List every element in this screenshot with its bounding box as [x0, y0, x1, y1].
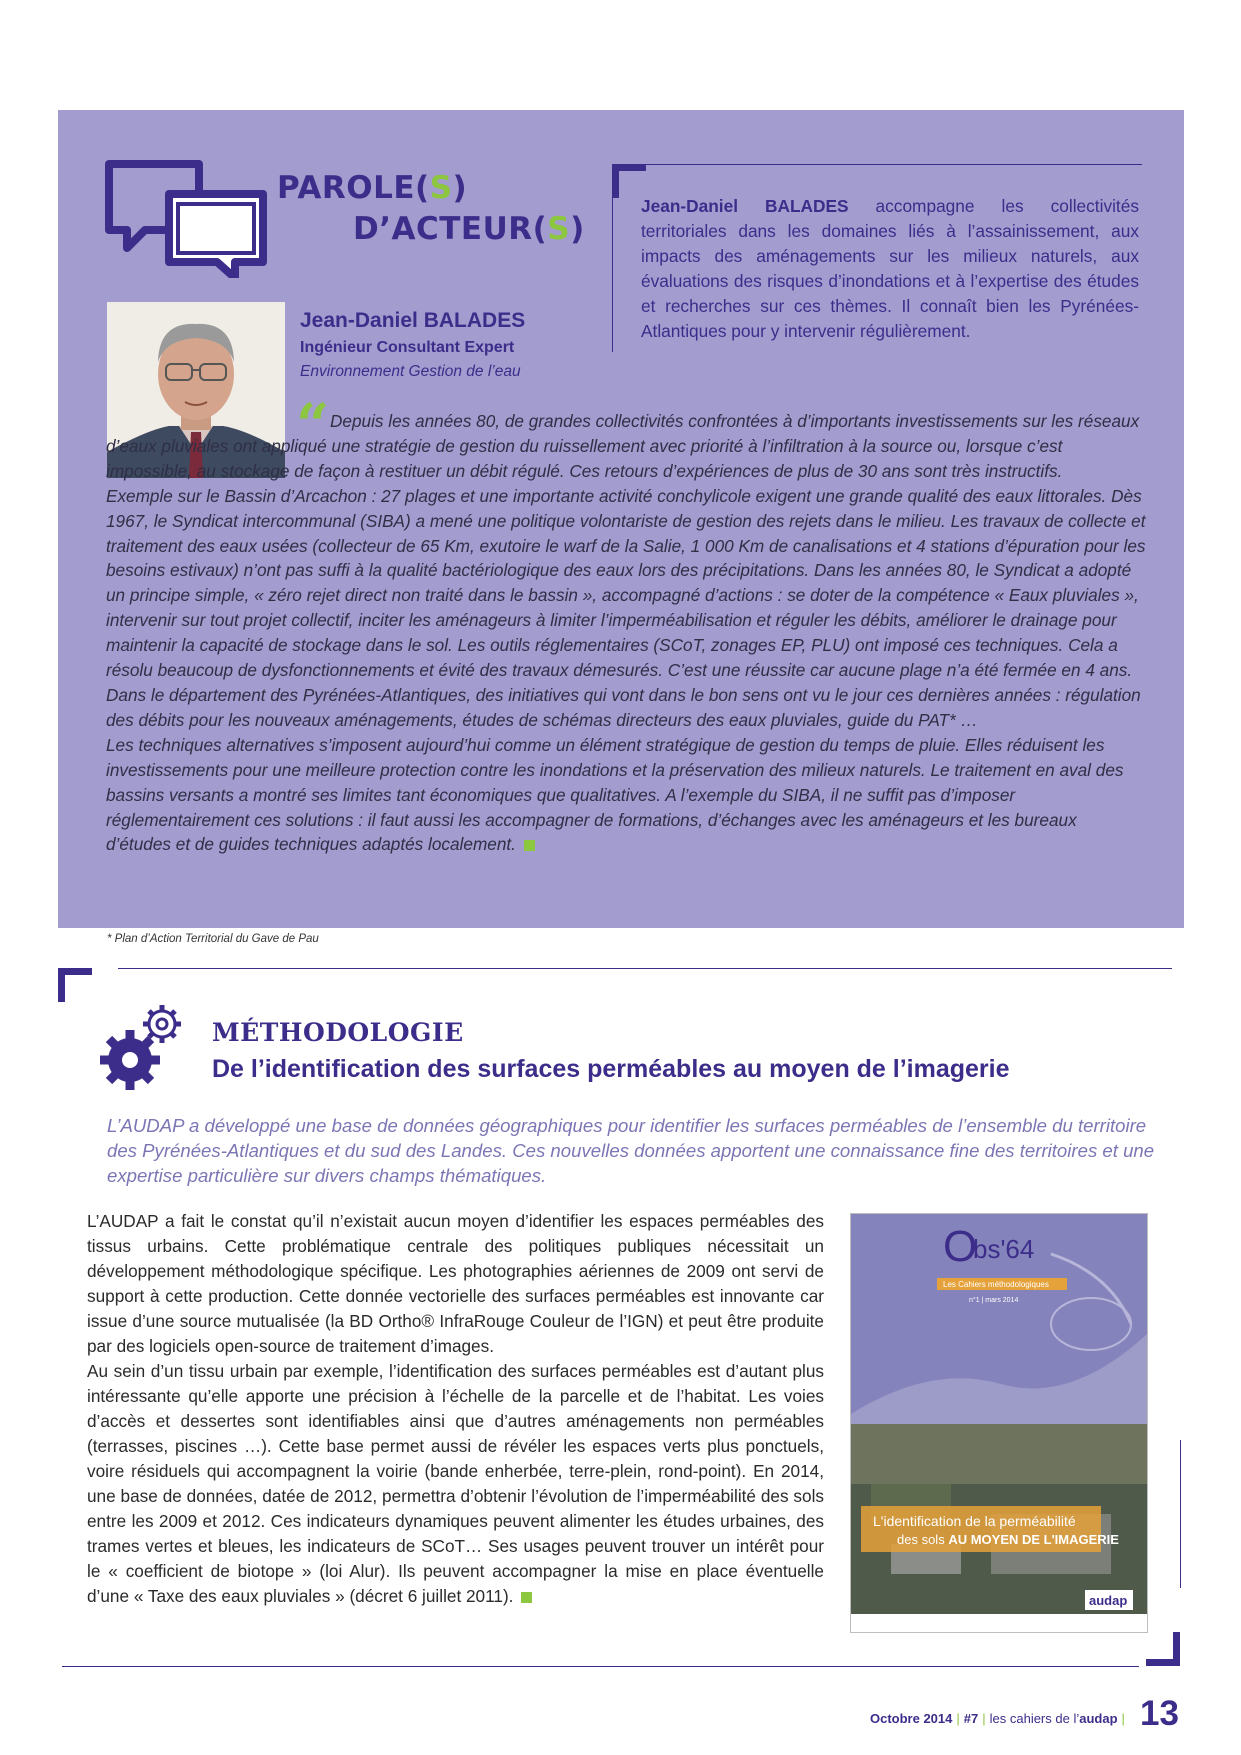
corner-bracket — [1146, 1632, 1180, 1666]
corner-bracket — [612, 164, 646, 198]
cover-brand-o: O — [943, 1222, 978, 1271]
divider — [640, 164, 1142, 165]
end-mark — [521, 1592, 532, 1603]
section-title: MÉTHODOLOGIE — [212, 1018, 464, 1047]
intro-paragraph: Jean-Daniel BALADES accompagne les collectivités territoriales dans les domaines liés à l’assainissement, aux impacts des aménagements sur les milieux naturels, aux évaluations des risques d’inondations et à l’expertise des études et recherches sur ces thèmes. Il connaît bien les Pyrénées-Atlantiques pour y intervenir régulièrement. — [641, 196, 1139, 341]
person-organization: Environnement Gestion de l’eau — [300, 363, 521, 380]
page-footer: Octobre 2014 | #7 | les cahiers de l’audap | — [870, 1711, 1125, 1726]
section-subtitle: De l’identification des surfaces perméables au moyen de l’imagerie — [212, 1055, 1010, 1083]
cover-issue: n°1 | mars 2014 — [969, 1297, 1019, 1304]
quote-text — [106, 409, 1146, 857]
corner-bracket — [58, 968, 92, 1002]
divider — [118, 968, 1172, 969]
title-line-1: PAROLE(S) — [277, 170, 468, 206]
quote-mark: “ — [296, 391, 330, 459]
quote-paragraph: Depuis les années 80, de grandes collectivités confrontées à d’importants investissements sur les réseaux d’eaux pluviales ont appliqué une stratégie de gestion du ruissellement avec priorité à l’infiltration à la source ou, lorsque c’est impossible, au stockage de façon à restituer un débit régulé. Ces retours d’expériences de plus de 30 ans sont très instructifs. — [106, 411, 1140, 481]
page-number: 13 — [1140, 1694, 1179, 1733]
publication-cover-image — [850, 1213, 1148, 1633]
lead-paragraph: L’AUDAP a développé une base de données géographiques pour identifier les surfaces perméables de l’ensemble du territoire des Pyrénées-Atlantiques et du sud des Landes. Ces nouvelles données apportent une connaissance fine des territoires et une expertise particulière sur divers champs thématiques. — [107, 1115, 1155, 1186]
footer-date: Octobre 2014 — [870, 1711, 953, 1726]
body-paragraph: Au sein d’un tissu urbain par exemple, l’identification des surfaces perméables est d’autant plus intéressante qu’elle apporte une précision à l’échelle de la parcelle et de l’habitat. Les voies d’accès et dessertes sont identifiables ainsi que d’autres aménagements non perméables (terrasses, piscines …). Cette base permet aussi de révéler les espaces verts plus ponctuels, voire résiduels qui accompagnent la voirie (bande enherbée, terre-plein, rond-point). En 2014, une base de données, datée de 2012, permettra d’obtenir l’évolution de l’imperméabilité des sols entre les 2009 et 2012. Ces indicateurs dynamiques peuvent alimenter les études urbaines, des trames vertes et bleues, les indicateurs de SCoT… Ses usages peuvent trouver un intérêt pour le « coefficient de biotope » (loi Alur). Ils peuvent accompagner la mise en place éventuelle d’une « Taxe des eaux pluviales » (décret 6 juillet 2011). — [87, 1361, 824, 1606]
footer-magazine: audap — [1079, 1711, 1118, 1726]
cover-banner-line-1: L'identification de la perméabilité — [873, 1513, 1076, 1529]
quote-paragraph: Exemple sur le Bassin d’Arcachon : 27 plages et une importante activité conchylicole exigent une grande qualité des eaux littorales. Dès 1967, le Syndicat intercommunal (SIBA) a mené une politique volontariste de gestion des rejets dans le milieu. Les travaux de collecte et traitement des eaux usées (collecteur de 65 Km, exutoire le warf de la Salie, 1 000 Km de canalisations et 4 stations d’épuration pour les besoins estivaux) n’ont pas suffi à la qualité bactériologique des eaux lors des précipitations. Dans les années 80, le Syndicat a adopté un principe simple, « zéro rejet direct non traité dans le bassin », accompagné d’actions : se doter de la compétence « Eaux pluviales », intervenir sur tout projet collectif, inciter les aménageurs à limiter l’imperméabilisation et réguler les débits, améliorer le drainage pour maintenir la capacité de stockage dans le sol. Les outils réglementaires (SCoT, zonages EP, PLU) ont imposé ces techniques. Cela a résolu beaucoup de dysfonctionnements et évité des travaux démesurés. C’est une réussite car aucune plage n’a été fermée en 4 ans. — [106, 485, 1146, 681]
divider — [62, 1666, 1139, 1667]
body-text — [87, 1209, 824, 1609]
footnote: * Plan d’Action Territorial du Gave de Pau — [107, 933, 319, 945]
cover-brand: bs'64 — [973, 1234, 1035, 1264]
quote-paragraph: Dans le département des Pyrénées-Atlantiques, des initiatives qui vont dans le bon sens ont vu le jour ces dernières années : régulation des débits pour les nouveaux aménagements, études de schémas directeurs des eaux pluviales, guide du PAT* … — [106, 684, 1141, 730]
body-paragraph: L’AUDAP a fait le constat qu’il n’existait aucun moyen d’identifier les espaces perméables des tissus urbains. Cette problématique centrale des politiques publiques nécessitait un développement méthodologique spécifique. Les photographies aériennes de 2009 ont servi de support à cette production. Cette donnée vectorielle des surfaces perméables est innovante car issue d’une source mutualisée (la BD Ortho® InfraRouge Couleur de l’IGN) et peut être produite par des logiciels open-source de traitement d’images. — [87, 1211, 824, 1356]
person-name: Jean-Daniel BALADES — [300, 309, 526, 332]
cover-logo: audap — [1089, 1593, 1128, 1608]
person-role: Ingénieur Consultant Expert — [300, 339, 515, 356]
title-line-2: D’ACTEUR(S) — [353, 211, 585, 247]
quote-paragraph: Les techniques alternatives s’imposent aujourd’hui comme un élément stratégique de gestion du temps de pluie. Elles réduisent les investissements pour une meilleure protection contre les inondations et la préservation des milieux naturels. Le traitement en aval des bassins versants a montré ses limites tant économiques que qualitatives. A l’exemple du SIBA, il ne suffit pas d’imposer réglementairement ces solutions : il faut aussi les accompagner de formations, d’échanges avec les aménageurs et les bureaux d’études et de guides techniques adaptés localement. — [106, 734, 1124, 855]
divider — [612, 190, 613, 352]
gears-icon — [96, 1000, 192, 1096]
divider — [1180, 1440, 1181, 1588]
interview-title — [277, 168, 585, 250]
cover-series: Les Cahiers méthodologiques — [943, 1280, 1049, 1289]
end-mark — [524, 840, 535, 851]
footer-issue: #7 — [963, 1711, 979, 1726]
speech-bubbles-icon — [103, 158, 275, 278]
cover-banner-line-2: des sols AU MOYEN DE L'IMAGERIE — [897, 1532, 1119, 1547]
